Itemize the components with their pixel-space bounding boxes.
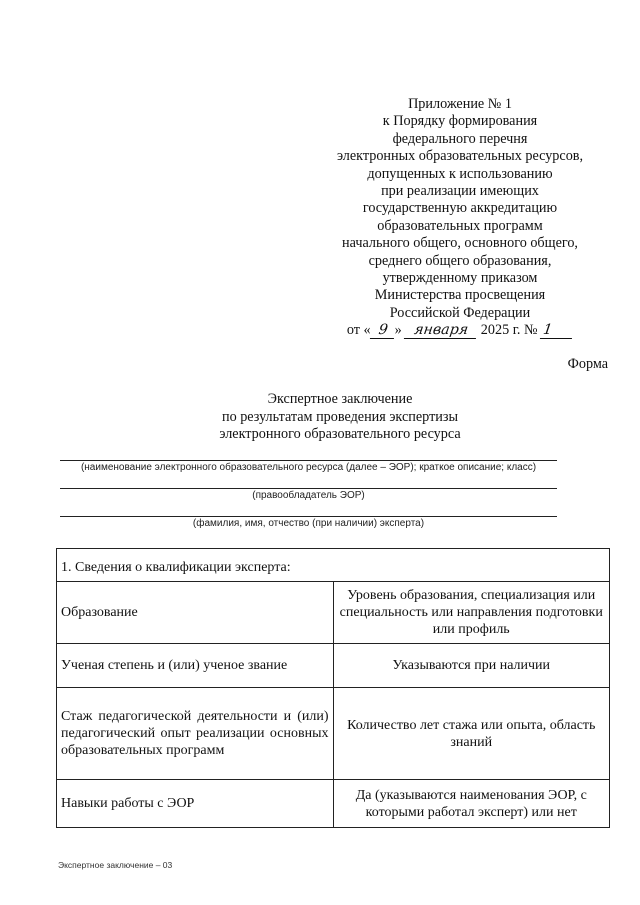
appendix-line: образовательных программ	[377, 217, 543, 234]
table-row	[57, 582, 610, 644]
appendix-line: государственную аккредитацию	[362, 200, 558, 217]
handwritten-order-number: 1	[540, 323, 574, 339]
title-line: по результатам проведения экспертизы	[221, 408, 458, 425]
appendix-line: начального общего, основного общего,	[342, 235, 578, 252]
expert-field-line	[60, 516, 557, 517]
row-label: Навыки работы с ЭОР	[57, 780, 334, 828]
appendix-block	[300, 96, 620, 340]
document-title	[120, 391, 560, 444]
handwritten-day: 9	[369, 323, 395, 339]
appendix-line: допущенных к использованию	[367, 165, 553, 182]
resource-name-field-line	[60, 460, 557, 461]
date-year: 2025 г. №	[480, 322, 538, 339]
form-label: Форма	[567, 356, 608, 372]
handwritten-month: января	[404, 323, 478, 339]
appendix-line: Российской Федерации	[389, 304, 531, 321]
appendix-line: при реализации имеющих	[381, 183, 539, 200]
expert-qualification-table	[56, 548, 610, 828]
date-mid: »	[394, 322, 402, 339]
table-row	[57, 688, 610, 780]
table-header: 1. Сведения о квалификации эксперта:	[57, 549, 610, 582]
table-row	[57, 644, 610, 688]
row-label: Стаж педагогической деятельности и (или) педагогический опыт реализации основных образовательных программ	[57, 688, 334, 780]
expert-caption: (фамилия, имя, отчество (при наличии) эксперта)	[192, 518, 425, 529]
date-prefix: от «	[346, 322, 371, 339]
appendix-line: среднего общего образования,	[368, 252, 552, 269]
appendix-title: Приложение № 1	[408, 96, 512, 112]
owner-field-line	[60, 488, 557, 489]
appendix-line: к Порядку формирования	[382, 113, 538, 130]
table-header-row	[57, 549, 610, 582]
row-value: Да (указываются наименования ЭОР, с которыми работал эксперт) или нет	[333, 780, 610, 828]
appendix-line: федерального перечня	[392, 130, 528, 147]
title-line: электронного образовательного ресурса	[219, 426, 461, 442]
row-value: Количество лет стажа или опыта, область знаний	[333, 688, 610, 780]
table-row	[57, 780, 610, 828]
row-value: Уровень образования, специализация или специальность или направления подготовки или профиль	[333, 582, 610, 644]
order-date-line	[300, 322, 620, 339]
resource-name-caption: (наименование электронного образовательного ресурса (далее – ЭОР); краткое описание; класс)	[80, 462, 537, 473]
page-footer: Экспертное заключение – 03	[58, 860, 173, 870]
appendix-line: Министерства просвещения	[374, 287, 546, 304]
appendix-line: электронных образовательных ресурсов,	[336, 148, 584, 165]
owner-caption: (правообладатель ЭОР)	[252, 490, 365, 501]
row-label: Образование	[57, 582, 334, 644]
row-label: Ученая степень и (или) ученое звание	[57, 644, 334, 688]
row-value: Указываются при наличии	[333, 644, 610, 688]
title-line: Экспертное заключение	[267, 391, 413, 407]
appendix-line: утвержденному приказом	[382, 270, 538, 287]
